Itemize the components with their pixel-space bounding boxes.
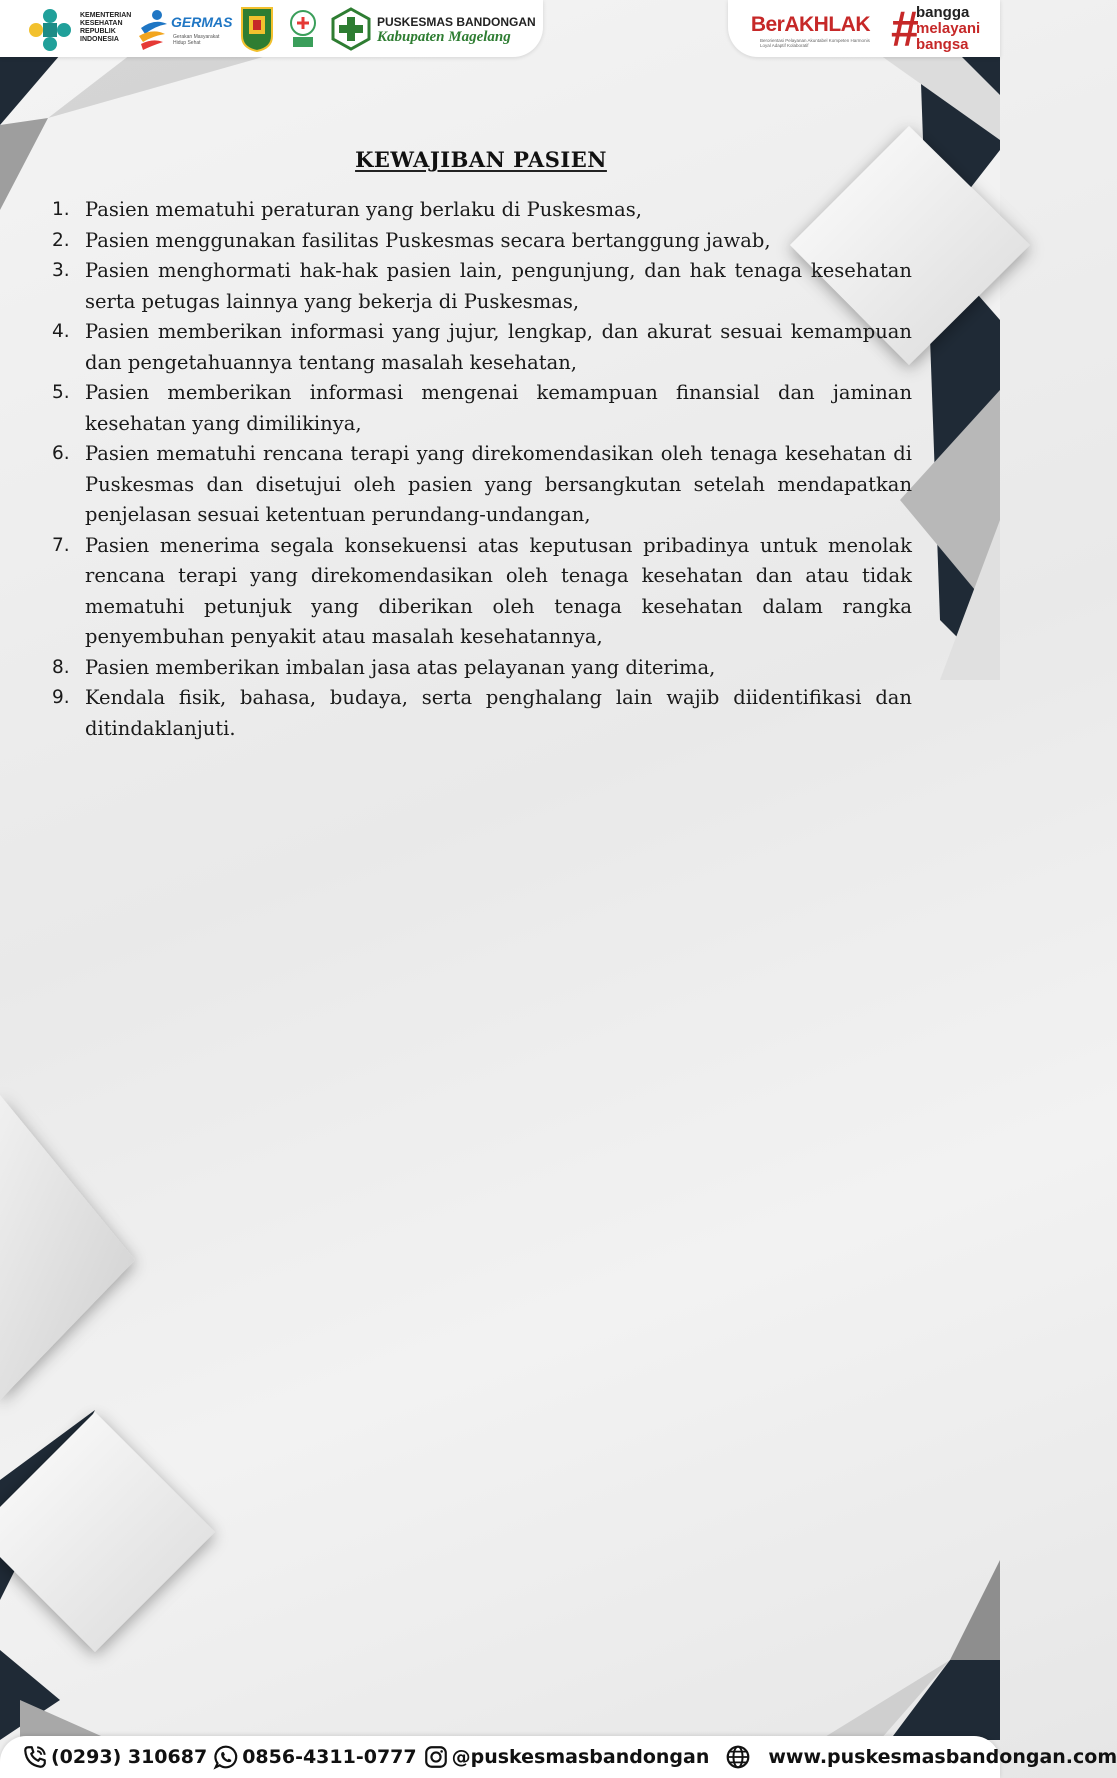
list-item-text: Pasien menerima segala konsekuensi atas keputusan pribadinya untuk menolak rencana terapi yang direkomendasikan oleh tenaga kesehatan dan atau tidak mematuhi petunjuk yang diberikan oleh tenaga kesehatan dalam rangka penyembuhan penyakit atau masalah kesehatannya, — [85, 533, 912, 648]
kemenkes-text: KEMENTERIAN KESEHATAN REPUBLIK INDONESIA — [80, 12, 132, 43]
list-item — [46, 683, 912, 744]
kemenkes-icon — [28, 8, 72, 52]
list-item-number: 1. — [52, 199, 70, 220]
whatsapp-icon — [213, 1744, 239, 1770]
instagram-handle: @puskesmasbandongan — [451, 1746, 710, 1768]
list-item-text: Pasien menggunakan fasilitas Puskesmas secara bertanggung jawab, — [85, 228, 771, 252]
germas-logo — [137, 8, 233, 52]
germas-title: GERMAS — [171, 14, 233, 30]
website-contact[interactable] — [725, 1744, 1117, 1770]
phone-number: (0293) 310687 — [51, 1746, 208, 1768]
list-item — [46, 378, 912, 439]
list-item-text: Pasien mematuhi rencana terapi yang direkomendasikan oleh tenaga kesehatan di Puskesmas dan disetujui oleh pasien yang bersangkutan setelah mendapatkan penjelasan sesuai ketentuan perundang-undangan, — [85, 442, 912, 526]
slogan-line-3: bangsa — [916, 36, 969, 53]
puskesmas-name: PUSKESMAS BANDONGAN — [377, 15, 536, 29]
slogan-line-2: melayani — [916, 20, 981, 37]
list-item — [46, 226, 912, 257]
berakhlak-subtitle: Berorientasi Pelayanan Akuntabel Kompeten Harmonis Loyal Adaptif Kolaboratif — [760, 38, 870, 48]
hashtag-icon: # — [890, 1, 918, 57]
kemenkes-logo — [28, 8, 140, 52]
puskesmas-logo-icon — [330, 7, 372, 51]
whatsapp-contact[interactable] — [213, 1744, 416, 1770]
list-item — [46, 531, 912, 653]
list-item-number: 8. — [52, 656, 70, 678]
website-url: www.puskesmasbandongan.com — [768, 1746, 1117, 1768]
phone-icon — [22, 1744, 48, 1770]
globe-icon — [725, 1744, 751, 1770]
list-item — [46, 317, 912, 378]
header-logo-bar — [0, 0, 543, 57]
list-item-text: Pasien memberikan imbalan jasa atas pelayanan yang diterima, — [85, 655, 716, 679]
header-brand-bar — [728, 0, 1000, 57]
list-item-text: Kendala fisik, bahasa, budaya, serta penghalang lain wajib diidentifikasi dan ditindaklanjuti. — [85, 686, 912, 740]
list-item — [46, 653, 912, 684]
instagram-icon — [423, 1744, 449, 1770]
list-item — [46, 439, 912, 531]
list-item-text: Pasien mematuhi peraturan yang berlaku di Puskesmas, — [85, 198, 642, 221]
whatsapp-number: 0856-4311-0777 — [242, 1746, 417, 1768]
list-item — [46, 256, 912, 317]
germas-subtitle: Gerakan Masyarakat Hidup Sehat — [173, 34, 220, 46]
list-item-number: 6. — [52, 443, 70, 464]
document-title — [0, 147, 962, 172]
slogan-line-1: bangga — [916, 4, 970, 21]
puskesmas-region: Kabupaten Magelang — [377, 29, 511, 45]
list-item-number: 7. — [52, 534, 70, 556]
list-item-number: 5. — [52, 382, 70, 403]
list-item-number: 4. — [52, 321, 70, 342]
document-title-text: KEWAJIBAN PASIEN — [355, 147, 607, 172]
list-item-number: 3. — [52, 260, 70, 281]
phone-contact[interactable] — [22, 1744, 207, 1770]
magelang-crest-icon — [240, 6, 274, 52]
berakhlak-logo: BerAKHLAK — [750, 13, 870, 36]
list-item-text: Pasien memberikan informasi yang jujur, lengkap, dan akurat sesuai kemampuan dan pengetahuannya tentang masalah kesehatan, — [85, 320, 912, 374]
list-item — [46, 195, 912, 226]
health-service-icon — [287, 9, 319, 49]
list-item-number: 2. — [52, 229, 70, 251]
list-item-text: Pasien menghormati hak-hak pasien lain, pengunjung, dan hak tenaga kesehatan serta petugas lainnya yang bekerja di Puskesmas, — [85, 259, 912, 313]
contact-footer — [0, 1736, 1117, 1778]
instagram-contact[interactable] — [423, 1744, 710, 1770]
obligation-list — [46, 195, 912, 744]
list-item-number: 9. — [52, 687, 70, 708]
germas-icon — [137, 8, 171, 52]
slogan — [916, 5, 984, 53]
list-item-text: Pasien memberikan informasi mengenai kemampuan finansial dan jaminan kesehatan yang dimilikinya, — [85, 381, 912, 435]
